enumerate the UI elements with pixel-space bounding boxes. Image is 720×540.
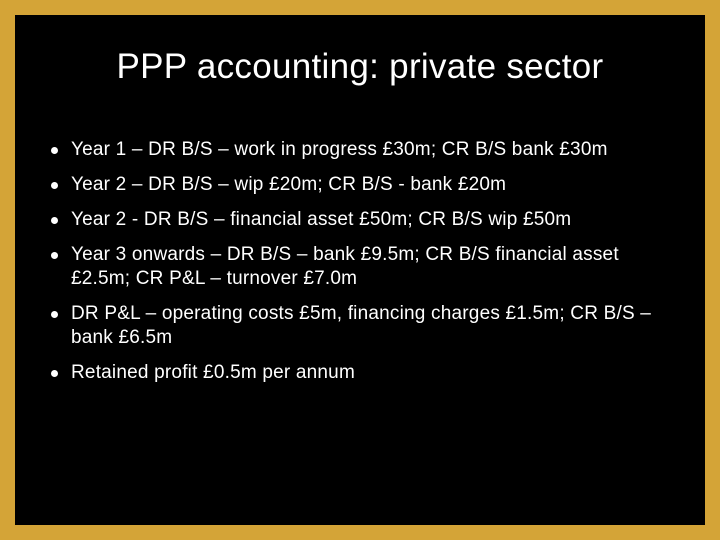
bullet-text: Year 3 onwards – DR B/S – bank £9.5m; CR B/S financial asset £2.5m; CR P&L – turnover £7.0m	[71, 244, 619, 289]
bullet-item	[51, 243, 681, 291]
bullet-dot-icon	[51, 147, 58, 154]
bullet-item	[51, 138, 681, 162]
bullet-item	[51, 173, 681, 197]
bullet-dot-icon	[51, 182, 58, 189]
bullet-item	[51, 361, 681, 385]
bullet-dot-icon	[51, 370, 58, 377]
bullet-item	[51, 302, 681, 350]
bullet-dot-icon	[51, 217, 58, 224]
bullet-text: DR P&L – operating costs £5m, financing charges £1.5m; CR B/S – bank £6.5m	[71, 303, 652, 348]
bullet-list	[51, 138, 681, 396]
bullet-dot-icon	[51, 311, 58, 318]
bullet-text: Year 1 – DR B/S – work in progress £30m; CR B/S bank £30m	[71, 139, 608, 160]
bullet-text: Retained profit £0.5m per annum	[71, 362, 355, 383]
slide	[15, 15, 705, 525]
slide-title: PPP accounting: private sector	[116, 47, 604, 86]
bullet-item	[51, 208, 681, 232]
bullet-text: Year 2 - DR B/S – financial asset £50m; CR B/S wip £50m	[71, 209, 572, 230]
bullet-text: Year 2 – DR B/S – wip £20m; CR B/S - bank £20m	[71, 174, 507, 195]
bullet-dot-icon	[51, 252, 58, 259]
